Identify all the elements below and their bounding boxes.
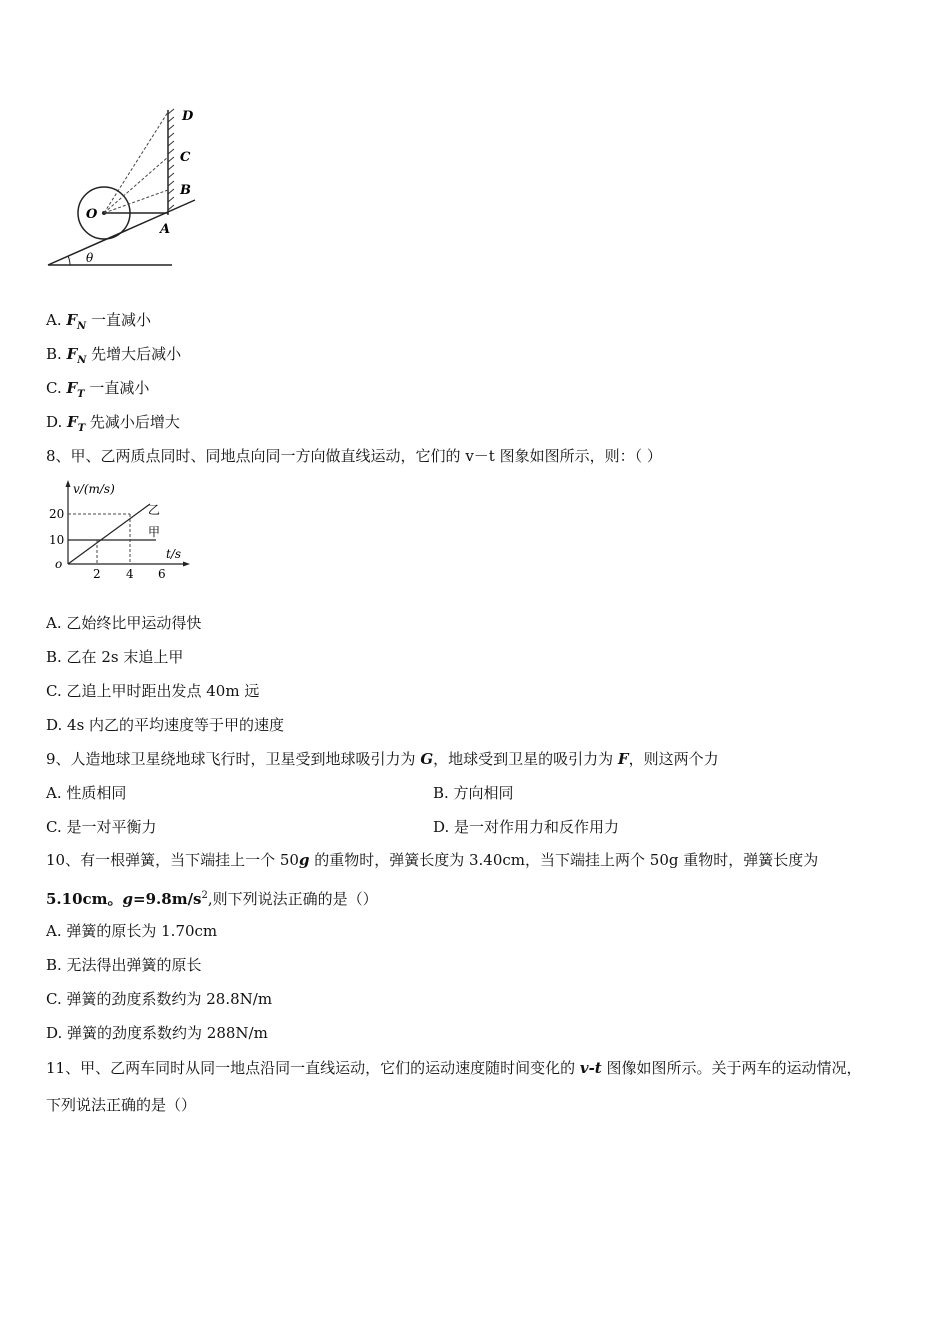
q9-option-d: D. 是一对作用力和反作用力	[433, 818, 620, 836]
line-yi	[68, 504, 150, 564]
q8-stem: 8、甲、乙两质点同时、同地点向同一方向做直线运动，它们的 v－t 图象如图所示，则：（ ）	[46, 447, 662, 465]
xtick-4: 4	[126, 567, 134, 581]
label-b: B	[180, 183, 191, 198]
xtick-6: 6	[158, 567, 166, 581]
q8-option-a: A. 乙始终比甲运动得快	[46, 614, 202, 632]
label-d: D	[182, 109, 194, 124]
q8-vt-graph	[46, 478, 196, 584]
label-yi: 乙	[148, 503, 161, 517]
label-c: C	[180, 150, 191, 165]
q11-stem-line2: 下列说法正确的是（）	[46, 1096, 197, 1114]
q10-option-c: C. 弹簧的劲度系数约为 28.8N/m	[46, 990, 273, 1008]
q10-stem-line2: 5.10cm。$g=9.8m/s^2$,则下列说法正确的是（）	[46, 890, 378, 908]
q8-option-c: C. 乙追上甲时距出发点 40m 远	[46, 682, 260, 700]
label-a: A	[160, 222, 171, 237]
xtick-2: 2	[93, 567, 101, 581]
q9-stem: 9、人造地球卫星绕地球飞行时，卫星受到地球吸引力为 G，地球受到卫星的吸引力为 F，则这两个力	[46, 750, 719, 768]
ylabel: v/(m/s)	[73, 482, 115, 496]
xlabel: t/s	[166, 547, 182, 561]
q7-figure	[40, 100, 220, 275]
origin-label: o	[55, 557, 63, 571]
q7-option-c: C. $F_T$ 一直减小	[46, 379, 150, 400]
q9-option-a: A. 性质相同	[46, 784, 127, 802]
label-theta: θ	[86, 251, 94, 265]
q10-option-a: A. 弹簧的原长为 1.70cm	[46, 922, 218, 940]
q10-stem-line1: 10、有一根弹簧，当下端挂上一个 50g 的重物时，弹簧长度为 3.40cm，当下端挂上两个 50g 重物时，弹簧长度为	[46, 851, 819, 869]
ytick-10: 10	[49, 533, 65, 547]
label-o: O	[86, 207, 98, 222]
q8-option-b: B. 乙在 2s 末追上甲	[46, 648, 184, 666]
q10-option-d: D. 弹簧的劲度系数约为 288N/m	[46, 1024, 268, 1042]
q8-option-d: D. 4s 内乙的平均速度等于甲的速度	[46, 716, 285, 734]
q7-option-d: D. $F_T$ 先减小后增大	[46, 413, 180, 434]
q9-option-b: B. 方向相同	[433, 784, 514, 802]
q10-option-b: B. 无法得出弹簧的原长	[46, 956, 202, 974]
ytick-20: 20	[49, 507, 65, 521]
label-jia: 甲	[148, 525, 161, 539]
q9-option-c: C. 是一对平衡力	[46, 818, 157, 836]
q7-option-a: A. $F_N$ 一直减小	[46, 311, 151, 332]
q7-option-b: B. $F_N$ 先增大后减小	[46, 345, 182, 366]
q11-stem-line1: 11、甲、乙两车同时从同一地点沿同一直线运动，它们的运动速度随时间变化的 v-t 图像如图所示。关于两车的运动情况，	[46, 1059, 862, 1077]
